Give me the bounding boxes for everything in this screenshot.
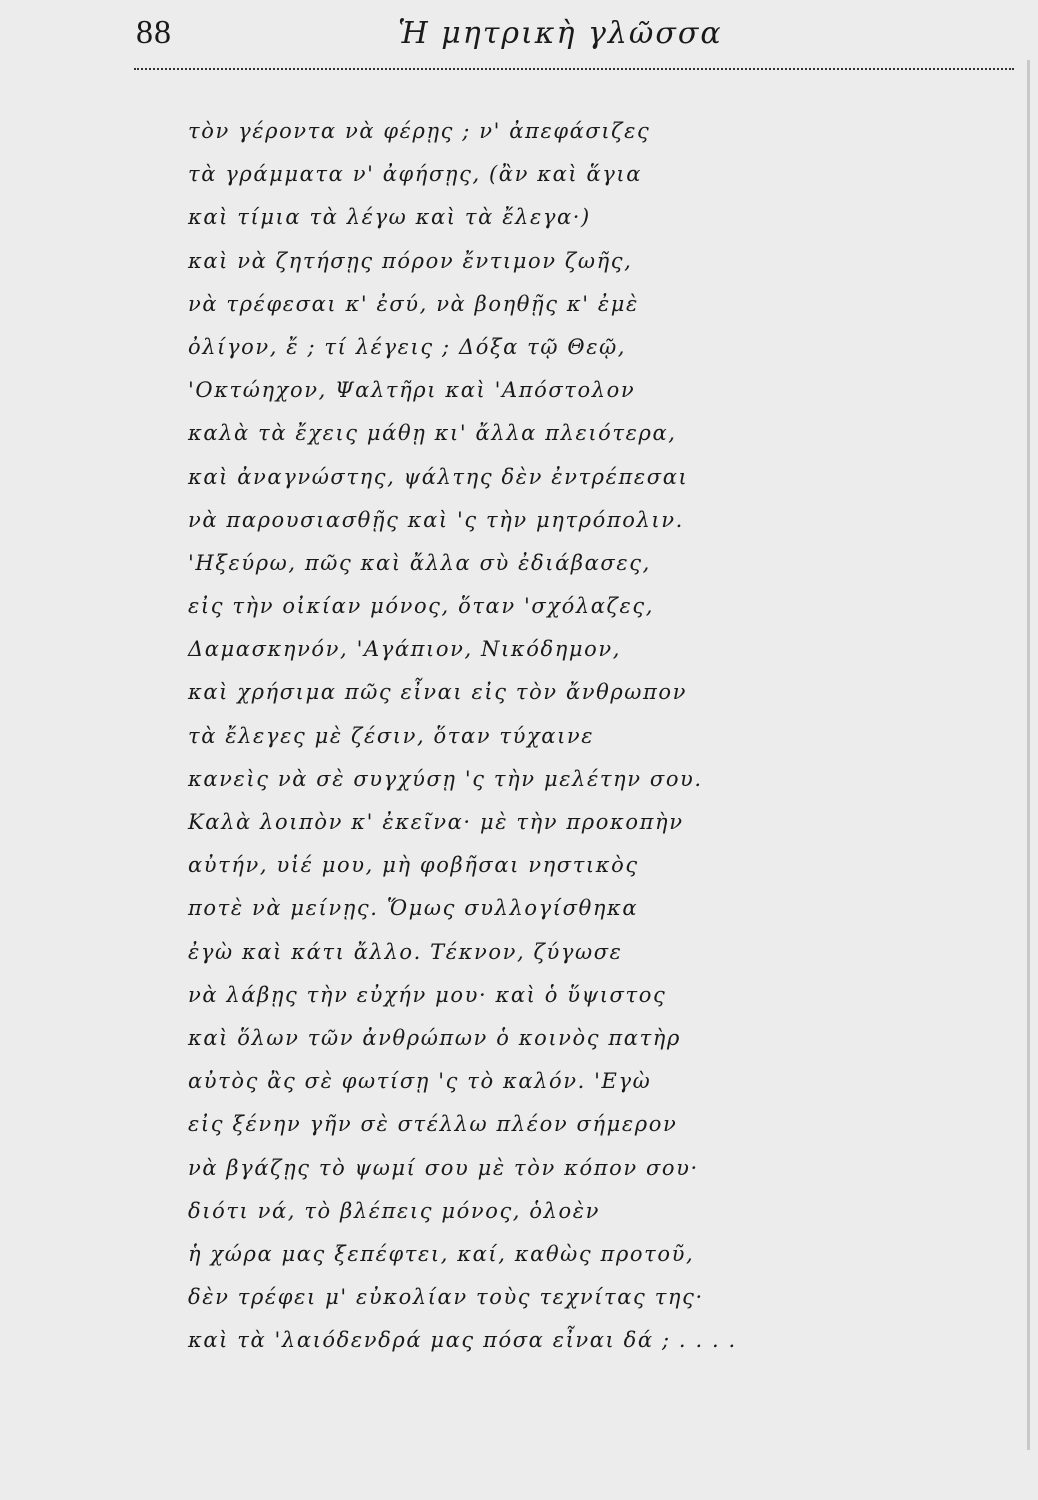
- poem-line: νὰ τρέφεσαι κ' ἐσύ, νὰ βοηθῇς κ' ἐμὲ: [188, 291, 639, 316]
- poem-line: καλὰ τὰ ἔχεις μάθῃ κι' ἄλλα πλειότερα,: [188, 421, 677, 446]
- poem-line: διότι νά, τὸ βλέπεις μόνος, ὁλοὲν: [188, 1198, 600, 1223]
- poem-line: καὶ χρήσιμα πῶς εἶναι εἰς τὸν ἄνθρωπον: [188, 680, 688, 705]
- page-number: 88: [136, 14, 172, 51]
- poem-line: καὶ ἀναγνώστης, ψάλτης δὲν ἐντρέπεσαι: [188, 464, 689, 489]
- page-edge-shadow: [1027, 60, 1030, 1450]
- poem-line: νὰ παρουσιασθῇς καὶ 'ς τὴν μητρόπολιν.: [188, 507, 684, 532]
- page-header: [0, 0, 1038, 80]
- running-title: Ἡ μητρικὴ γλῶσσα: [398, 16, 723, 51]
- poem-line: εἰς τὴν οἰκίαν μόνος, ὅταν 'σχόλαζες,: [188, 594, 655, 619]
- poem-line: ἡ χώρα μας ξεπέφτει, καί, καθὼς προτοῦ,: [188, 1241, 695, 1266]
- poem-line: Δαμασκηνόν, 'Αγάπιον, Νικόδημον,: [188, 637, 622, 662]
- poem-line: 'Ηξεύρω, πῶς καὶ ἄλλα σὺ ἐδιάβασες,: [188, 550, 651, 575]
- poem-line: τὰ ἔλεγες μὲ ζέσιν, ὅταν τύχαινε: [188, 723, 595, 748]
- poem-line: ἐγὼ καὶ κάτι ἄλλο. Τέκνον, ζύγωσε: [188, 939, 623, 964]
- poem-line: Καλὰ λοιπὸν κ' ἐκεῖνα· μὲ τὴν προκοπὴν: [188, 810, 684, 834]
- poem-line: τὸν γέροντα νὰ φέρῃς ; ν' ἀπεφάσιζες: [188, 119, 651, 143]
- poem-line: ὀλίγον, ἔ ; τί λέγεις ; Δόξα τῷ Θεῷ,: [188, 334, 627, 359]
- poem-line: εἰς ξένην γῆν σὲ στέλλω πλέον σήμερον: [188, 1112, 678, 1137]
- poem-line: νὰ λάβῃς τὴν εὐχήν μου· καὶ ὁ ὕψιστος: [188, 982, 667, 1007]
- poem-line: τὰ γράμματα ν' ἀφήσῃς, (ἂν καὶ ἅγια: [188, 162, 643, 187]
- poem-line: δὲν τρέφει μ' εὐκολίαν τοὺς τεχνίτας της·: [188, 1285, 704, 1310]
- poem-line: αὐτήν, υἱέ μου, μὴ φοβῆσαι νηστικὸς: [188, 853, 639, 878]
- poem-line: καὶ τίμια τὰ λέγω καὶ τὰ ἔλεγα·): [188, 205, 591, 230]
- poem-line: αὐτὸς ἂς σὲ φωτίσῃ 'ς τὸ καλόν. 'Εγὼ: [188, 1069, 652, 1094]
- poem-line: καὶ ὅλων τῶν ἀνθρώπων ὁ κοινὸς πατὴρ: [188, 1025, 681, 1050]
- poem-text: [188, 110, 848, 1362]
- poem-line: νὰ βγάζῃς τὸ ψωμί σου μὲ τὸν κόπον σου·: [188, 1155, 699, 1180]
- poem-line: 'Οκτώηχον, Ψαλτῆρι καὶ 'Απόστολον: [188, 378, 636, 403]
- poem-line: ποτὲ νὰ μείνῃς. Ὅμως συλλογίσθηκα: [188, 896, 639, 921]
- poem-line: καὶ τὰ 'λαιόδενδρά μας πόσα εἶναι δά ; . . . .: [188, 1328, 737, 1353]
- poem-line: καὶ νὰ ζητήσῃς πόρον ἔντιμον ζωῆς,: [188, 248, 633, 273]
- header-rule: [134, 68, 1014, 70]
- poem-line: κανεὶς νὰ σὲ συγχύσῃ 'ς τὴν μελέτην σου.: [188, 766, 703, 791]
